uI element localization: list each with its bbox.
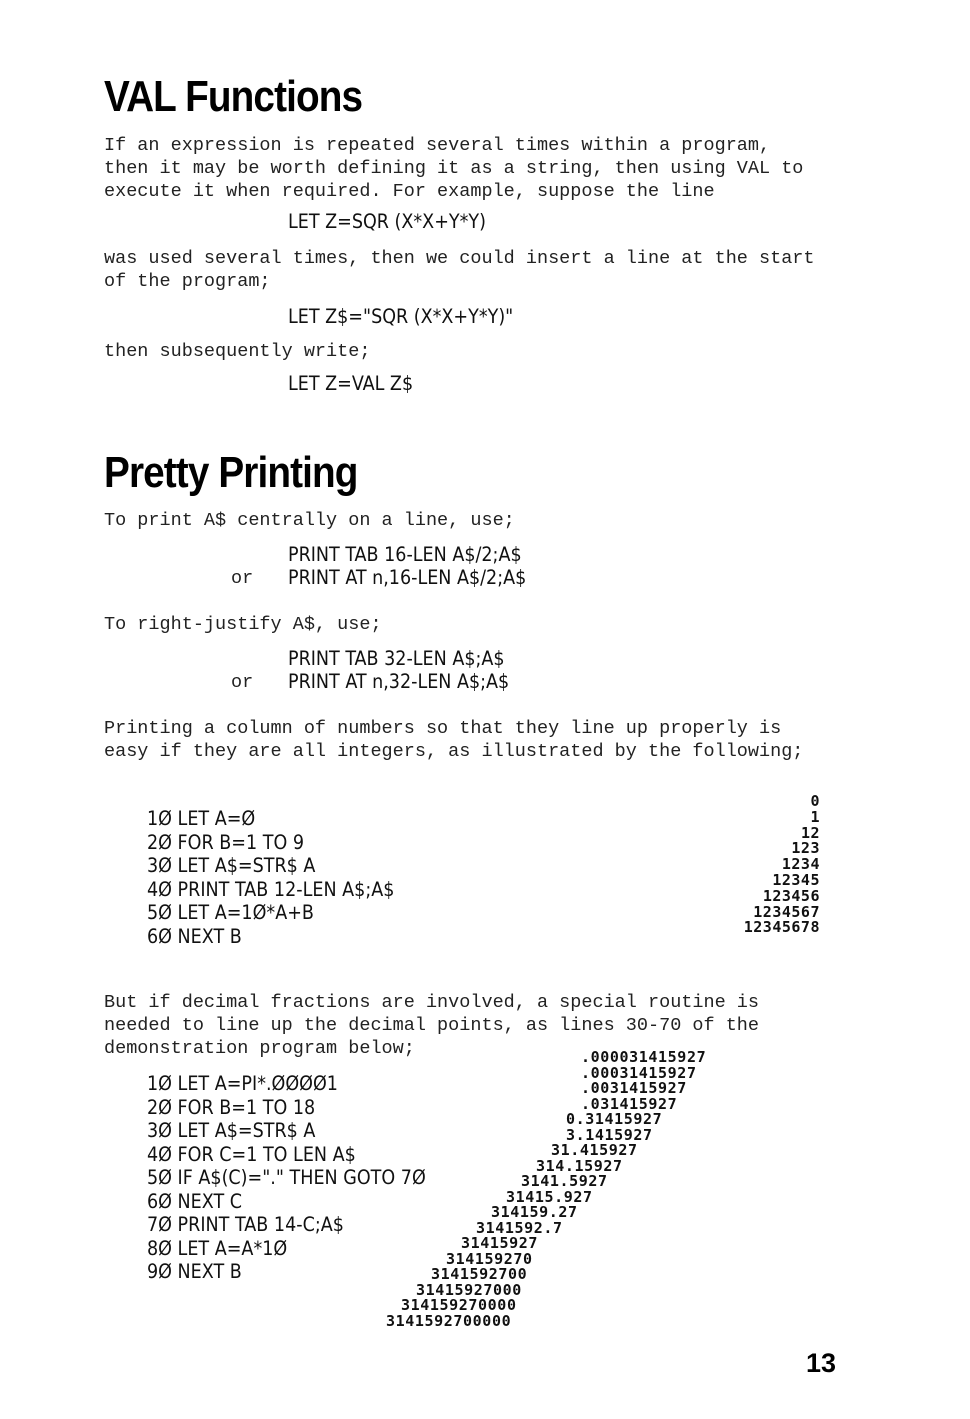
listing-line: 4Ø PRINT TAB 12-LEN A$;A$ [147,877,395,901]
output-line: 31.415927 [551,1141,638,1159]
program-output-decimals [378,1050,706,1329]
page-number: 13 [806,1348,837,1378]
code-let-z-string: LET Z$="SQR (X*X+Y*Y)" [288,305,514,328]
output-line: 123456 [762,886,820,905]
output-line: .00031415927 [581,1063,697,1082]
section-heading-pretty-printing: Pretty Printing [104,448,358,497]
listing-line: 7Ø PRINT TAB 14-C;A$ [147,1213,344,1236]
output-line: 1 [810,807,820,826]
paragraph-val-intro: If an expression is repeated several times within a program, then it may be worth defining it as a string, then using VAL to execute it when required. For example, suppose the line [104,135,804,202]
output-line: 12345678 [743,918,820,937]
code-print-at-right: PRINT AT n,32-LEN A$;A$ [288,670,510,693]
listing-line: 4Ø FOR C=1 TO LEN A$ [147,1142,356,1166]
section-heading-val-functions: VAL Functions [104,72,363,121]
paragraph-decimal-fractions: But if decimal fractions are involved, a special routine is needed to line up the decimal points, as lines 30-70 of the demonstration program below; [104,992,760,1059]
output-line: 1234567 [753,902,820,921]
output-line: 123 [791,839,820,858]
code-let-z-val: LET Z=VAL Z$ [288,372,414,395]
paragraph-integers-column: Printing a column of numbers so that they line up properly is easy if they are all integers, as illustrated by the following; [104,718,804,762]
output-line: 12 [800,823,820,842]
or-label-2: or [231,672,254,693]
output-line: 0 [810,792,820,810]
output-line: 31415927 [461,1234,539,1252]
output-line: 314.15927 [536,1156,623,1175]
code-print-tab-right: PRINT TAB 32-LEN A$;A$ [288,647,505,670]
listing-line: 6Ø NEXT B [147,924,242,948]
listing-line: 5Ø LET A=1Ø*A+B [147,901,314,924]
program-listing-integers [147,807,422,948]
listing-line: 1Ø LET A=Ø [147,807,256,830]
output-line: 3141.5927 [521,1172,608,1190]
output-line: 3141592700 [431,1265,528,1283]
listing-line: 3Ø LET A$=STR$ A [147,1119,316,1142]
listing-line: 2Ø FOR B=1 TO 18 [147,1095,316,1119]
paragraph-print-centrally: To print A$ centrally on a line, use; [104,510,515,531]
output-line: .031415927 [581,1094,678,1113]
output-line: .000031415927 [581,1048,707,1066]
output-line: 3.1415927 [566,1125,653,1144]
output-line: 314159270000 [401,1296,517,1314]
output-line: 0.31415927 [566,1110,663,1128]
listing-line: 1Ø LET A=PI*.ØØØØ1 [147,1072,338,1095]
output-line: 31415.927 [506,1187,593,1206]
code-let-z-sqr: LET Z=SQR (X*X+Y*Y) [288,210,486,233]
code-print-tab-centre: PRINT TAB 16-LEN A$/2;A$ [288,543,522,566]
listing-line: 6Ø NEXT C [147,1189,243,1213]
output-line: 31415927000 [416,1280,522,1299]
output-line: 12345 [772,870,820,889]
output-line: .0031415927 [581,1079,687,1097]
output-line: 314159.27 [491,1203,578,1221]
listing-line: 8Ø LET A=A*1Ø [147,1236,288,1260]
output-line: 314159270 [446,1249,533,1268]
output-line: 1234 [781,855,820,874]
paragraph-right-justify: To right-justify A$, use; [104,614,382,635]
listing-line: 2Ø FOR B=1 TO 9 [147,830,305,854]
paragraph-val-insert: was used several times, then we could insert a line at the start of the program; [104,248,815,292]
listing-line: 9Ø NEXT B [147,1260,242,1283]
output-line: 3141592700000 [386,1311,512,1330]
or-label-1: or [231,568,254,589]
listing-line: 3Ø LET A$=STR$ A [147,854,316,877]
code-print-at-centre: PRINT AT n,16-LEN A$/2;A$ [288,566,527,589]
listing-line: 5Ø IF A$(C)="." THEN GOTO 7Ø [147,1166,426,1189]
program-output-integers [744,794,820,936]
paragraph-val-subsequently: then subsequently write; [104,341,371,362]
output-line: 3141592.7 [476,1218,563,1237]
